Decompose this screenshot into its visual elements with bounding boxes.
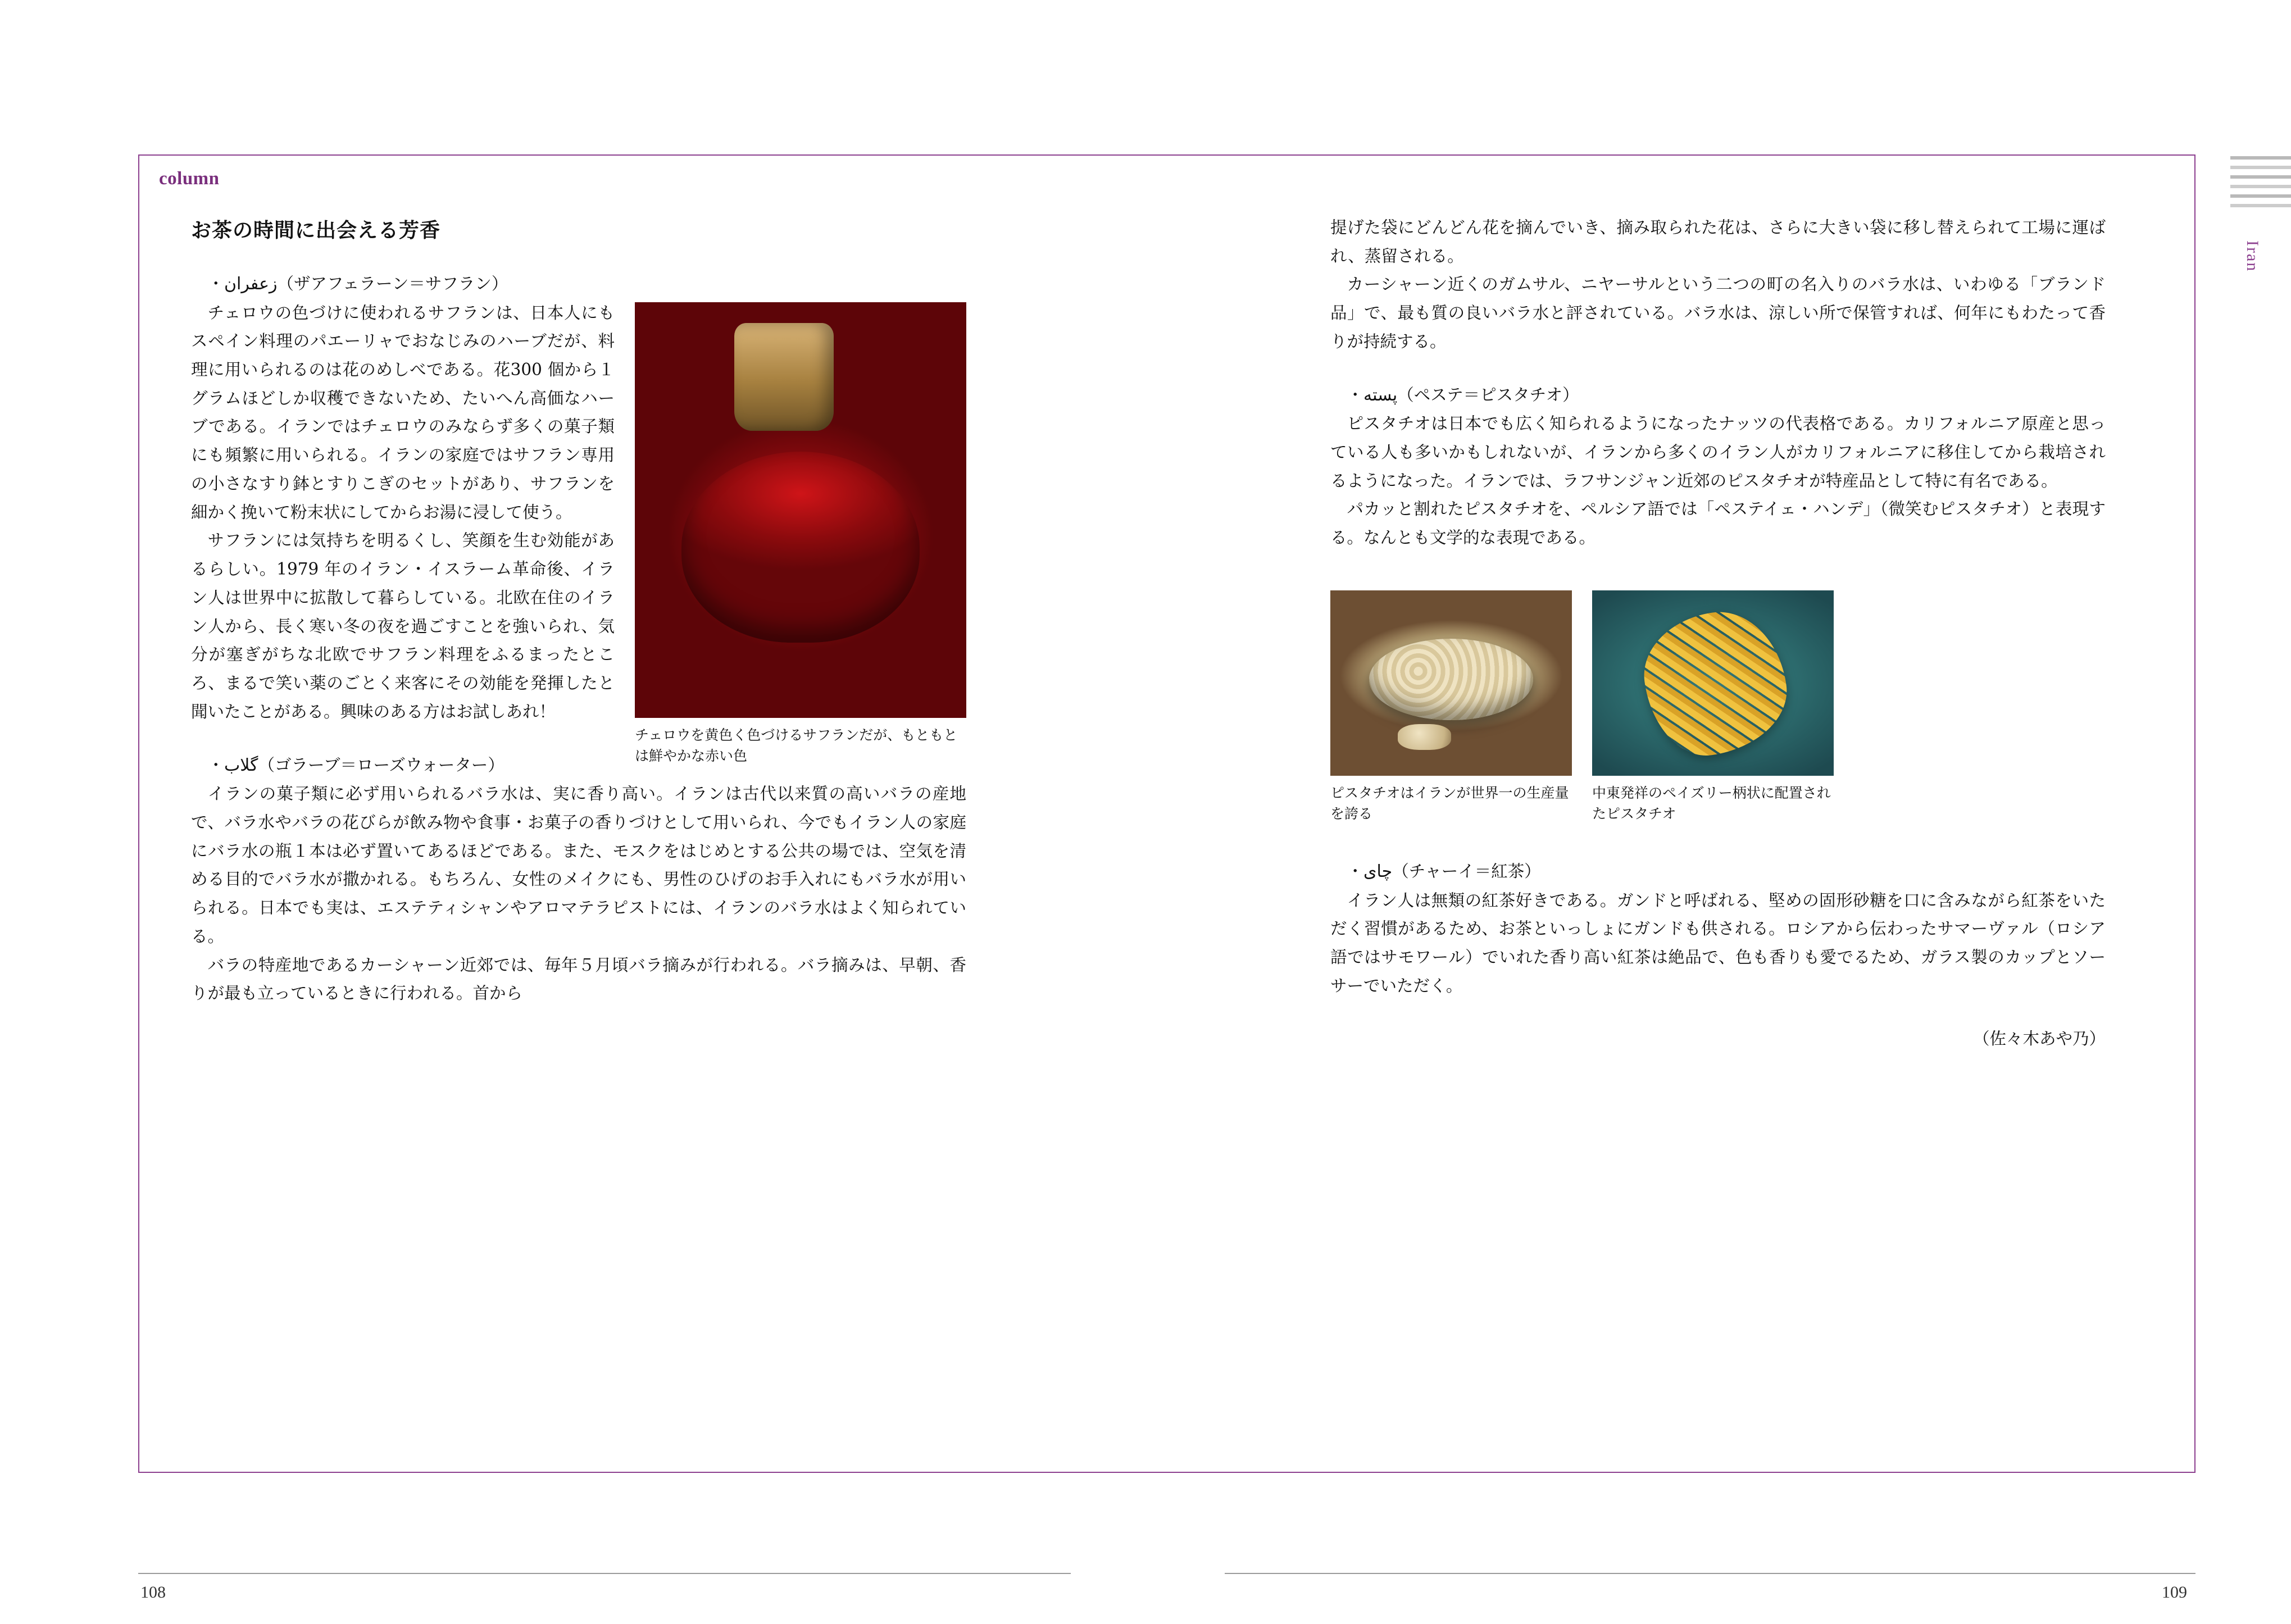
paragraph: ピスタチオは日本でも広く知られるようになったナッツの代表格である。カリフォルニア原産と思っている人も多いかもしれないが、イランから多くのイラン人がカリフォルニアに移住してから栽培されるようになった。イランでは、ラフサンジャン近郊のピスタチオが特産品として特に有名である。 xyxy=(1330,414,2106,490)
page-title: お茶の時間に出会える芳香 xyxy=(191,219,441,242)
saffron-in-brass-bowl-photo xyxy=(635,302,966,718)
figure-pistachio-paisley-caption: 中東発祥のペイズリー柄状に配置されたピスタチオ xyxy=(1592,784,1831,822)
subheading-saffron-label: （ザアフェラーン＝サフラン） xyxy=(277,274,508,293)
subheading-rosewater: ・گلاب（ゴラーブ＝ローズウォーター） xyxy=(207,755,504,775)
figure-pistachio-paisley xyxy=(1592,590,1834,825)
paragraph-spacer xyxy=(1330,552,2106,585)
subheading-pistachio: ・پسته（ペステ＝ピスタチオ） xyxy=(1347,385,1579,405)
paragraph: パカッと割れたピスタチオを、ペルシア語では「ペステイェ・ハンデ」（微笑むピスタチオ）と表現する。なんとも文学的な表現である。 xyxy=(1330,499,2106,548)
folio-rule-left xyxy=(138,1573,1071,1574)
subheading-saffron-arabic: زعفران xyxy=(224,274,278,294)
paragraph: サフランには気持ちを明るくし、笑顔を生む効能があるらしい。1979 年のイラン・イスラーム革命後、イラン人は世界中に拡散して暮らしている。北欧在住のイラン人から、長く寒い冬の夜を過ごすことを強いられ、気分が塞ぎがちな北欧でサフラン料理をふるまったところ、まるで笑い薬のごとく来客にその効能を発揮したと聞いたことがある。興味のある方はお試しあれ！ xyxy=(191,531,615,721)
paragraph: 提げた袋にどんどん花を摘んでいき、摘み取られた花は、さらに大きい袋に移し替えられて工場に運ばれ、蒸留される。 xyxy=(1330,218,2106,266)
paragraph-spacer xyxy=(1330,356,2106,381)
subheading-rosewater-label: （ゴラーブ＝ローズウォーター） xyxy=(258,755,504,775)
subheading-tea: ・چای（チャーイ＝紅茶） xyxy=(1347,861,1541,881)
figure-saffron xyxy=(635,302,966,767)
figure-saffron-caption: チェロウを黄色く色づけるサフランだが、もともとは鮮やかな赤い色 xyxy=(635,726,958,764)
pistachio-paisley-arrangement-photo xyxy=(1592,590,1834,776)
paragraph: イラン人は無類の紅茶好きである。ガンドと呼ばれる、堅めの固形砂糖を口に含みながら紅茶をいただく習慣があるため、お茶といっしょにガンドも供される。ロシアから伝わったサマーヴァル（ロシア語ではサモワール）でいれた香り高い紅茶は絶品で、色も香りも愛でるため、ガラス製のカップとソーサーでいただく。 xyxy=(1330,890,2106,995)
figure-row xyxy=(1330,590,2106,825)
left-text-column xyxy=(191,213,966,1008)
subheading-saffron: ・زعفران（ザアフェラーン＝サフラン） xyxy=(207,274,508,294)
column-label: column xyxy=(159,169,220,189)
page-number-right: 109 xyxy=(2162,1583,2187,1602)
edge-tab-bar xyxy=(2230,204,2291,207)
paragraph: バラの特産地であるカーシャーン近郊では、毎年５月頃バラ摘みが行われる。バラ摘みは、早朝、香りが最も立っているときに行われる。首から xyxy=(191,955,966,1003)
subheading-tea-arabic: چای xyxy=(1363,861,1393,881)
paragraph: カーシャーン近くのガムサル、ニヤーサルという二つの町の名入りのバラ水は、いわゆる「ブランド品」で、最も質の良いバラ水と評されている。バラ水は、涼しい所で保管すれば、何年にもわたって香りが持続する。 xyxy=(1330,275,2106,351)
paragraph: チェロウの色づけに使われるサフランは、日本人にもスペイン料理のパエーリャでおなじみのハーブだが、料理に用いられるのは花のめしべである。花300 個から１グラムほどしか収穫できないため、たいへん高価なハーブである。イランではチェロウのみならず多くの菓子類にも頻繁に用いられる。イランの家庭ではサフラン専用の小さなすり鉢とすりこぎのセットがあり、サフランを細かく挽いて粉末状にしてからお湯に浸して使う。 xyxy=(191,303,615,522)
subheading-rosewater-arabic: گلاب xyxy=(224,755,258,775)
page-number-left: 108 xyxy=(140,1583,166,1602)
edge-tab-bar xyxy=(2230,194,2291,198)
edge-tab xyxy=(2224,156,2291,347)
subheading-pistachio-arabic: پسته xyxy=(1363,385,1398,405)
subheading-tea-label: （チャーイ＝紅茶） xyxy=(1392,861,1541,881)
figure-pistachio-bowl xyxy=(1330,590,1572,825)
folio-rule-right xyxy=(1225,1573,2195,1574)
paragraph: イランの菓子類に必ず用いられるバラ水は、実に香り高い。イランは古代以来質の高いバラの産地で、バラ水やバラの花びらが飲み物や食事・お菓子の香りづけとして用いられ、今でもイラン人の家庭にバラ水の瓶１本は必ず置いてあるほどである。また、モスクをはじめとする公共の場では、空気を清める目的でバラ水が撒かれる。もちろん、女性のメイクにも、男性のひげのお手入れにもバラ水が用いられる。日本でも実は、エステティシャンやアロマテラピストには、イランのバラ水はよく知られている。 xyxy=(191,784,966,946)
paragraph-spacer xyxy=(1330,825,2106,857)
edge-tab-bar xyxy=(2230,185,2291,188)
edge-tab-bar xyxy=(2230,175,2291,179)
figure-pistachio-bowl-caption: ピスタチオはイランが世界一の生産量を誇る xyxy=(1330,784,1569,822)
edge-tab-label: Iran xyxy=(2243,240,2262,272)
subheading-pistachio-label: （ペステ＝ピスタチオ） xyxy=(1397,385,1579,404)
edge-tab-bar xyxy=(2230,156,2291,160)
author-signature: （佐々木あや乃） xyxy=(1972,1029,2106,1049)
right-text-column xyxy=(1330,213,2106,1070)
pistachios-in-wooden-bowl-photo xyxy=(1330,590,1572,776)
edge-tab-bar xyxy=(2230,166,2291,169)
edge-tab-bars xyxy=(2230,156,2291,224)
